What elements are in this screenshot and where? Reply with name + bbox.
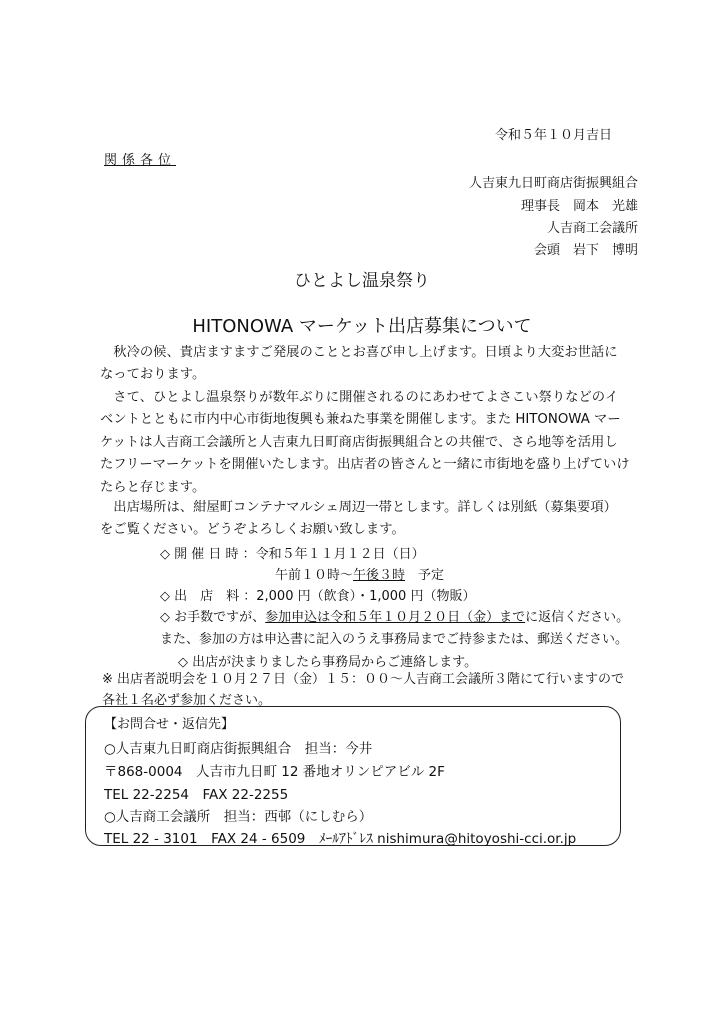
application-note: また、参加の方は申込書に記入のうえ事務局までご持参または、郵送ください。 [160, 632, 629, 647]
body-paragraph-2: さて、ひとよし温泉祭りが数年ぶりに開催されるのにあわせてよさこい祭りなどのイベントとともに市内中心市街地復興も兼ねた事業を開催します。また HITONOWA マーケットは人吉商工会議所と人吉東九日町商店街振興組合との共催で、さら地等を活用したフリーマーケットを開催いたします。出店者の皆さんと一緒に市街地を盛り上げていけたらと存じます。 [100, 390, 630, 495]
contact-line-2: 〒868-0004 人吉市九日町 12 番地オリンピアビル 2F [104, 764, 445, 780]
application-deadline-pre: ◇ お手数ですが、 [160, 610, 266, 625]
application-deadline-post: に返信ください。 [525, 610, 630, 625]
contact-line-3: TEL 22-2254 FAX 22-2255 [104, 787, 289, 803]
booth-fee: ◇ 出 店 料 ：2,000 円（飲食）・1,000 円（物販） [160, 589, 476, 604]
contact-heading: 【お問合せ・返信先】 [104, 717, 235, 732]
document-subtitle: HITONOWA マーケット出店募集について [192, 316, 532, 337]
body-paragraph-1: 秋冷の候、貴店ますますご発展のこととお喜び申し上げます。日頃より大変お世話になっております。 [100, 345, 618, 383]
event-time-note: 予定 [405, 568, 445, 583]
body-paragraph-3: 出店場所は、紺屋町コンテナマルシェ周辺一帯とします。詳しくは別紙（募集要項）をご覧ください。どうぞよろしくお願い致します。 [100, 500, 617, 538]
contact-notice: ◇ 出店が決まりましたら事務局からご連絡します。 [178, 655, 478, 670]
contact-line-1: ○人吉東九日町商店街振興組合 担当：今井 [104, 741, 373, 757]
application-deadline-date: 参加申込は令和５年１０月２０日（金）まで [265, 610, 526, 625]
application-deadline [160, 606, 629, 625]
sender-person-2: 会頭 岩下 博明 [533, 243, 638, 258]
sender-org-2: 人吉商工会議所 [546, 221, 638, 236]
contact-line-4: ○人吉商工会議所 担当：西邨（にしむら） [104, 809, 373, 825]
sender-person-1: 理事長 岡本 光雄 [520, 199, 638, 214]
addressee: 関係各位 [104, 153, 177, 168]
document-date: 令和５年１０月吉日 [494, 128, 612, 143]
sender-org-1: 人吉東九日町商店街振興組合 [468, 176, 638, 191]
event-time [275, 564, 444, 583]
event-date: ◇ 開 催 日 時 ：令和５年１１月１２日（日） [160, 547, 425, 562]
document-title: ひとよし温泉祭り [294, 271, 430, 291]
event-time-start: 午前１０時～ [275, 568, 354, 583]
contact-line-5: TEL 22 - 3101 FAX 24 - 6509 ﾒｰﾙｱﾄﾞﾚｽ nishimura@hitoyoshi-cci.or.jp [104, 831, 577, 847]
briefing-note: ※ 出店者説明会を１０月２７日（金）１５：００～人吉商工会議所３階にて行いますので各社１名必ず参加ください。 [102, 672, 625, 708]
event-time-end: 午後３時 [353, 568, 406, 583]
